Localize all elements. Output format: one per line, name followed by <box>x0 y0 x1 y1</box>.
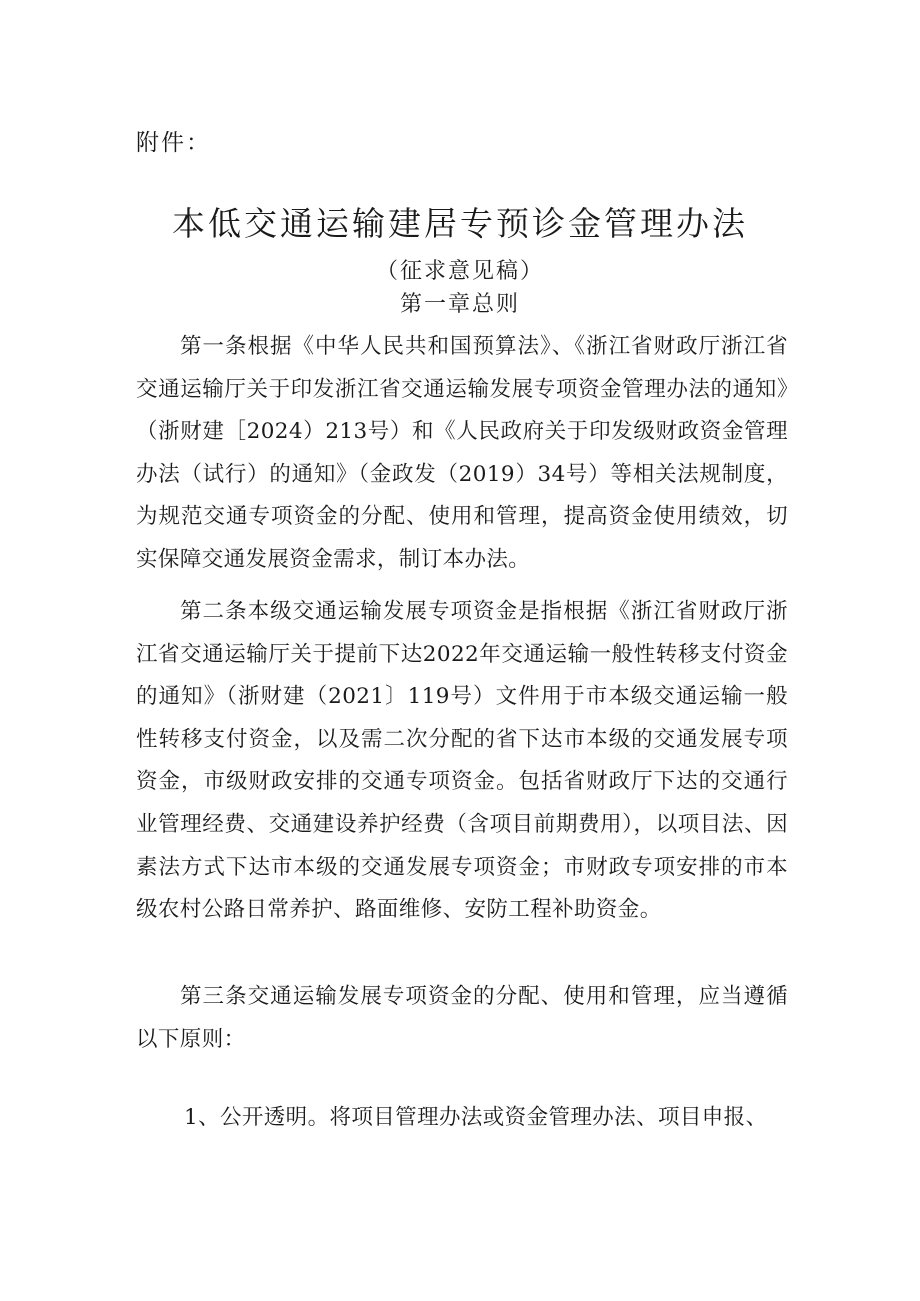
article-1-paragraph: 第一条根据《中华人民共和国预算法》、《浙江省财政厅浙江省交通运输厅关于印发浙江省交通运输发展专项资金管理办法的通知》（浙财建［2024）213号）和《人民政府关于印发级财政资金管理办法（试行）的通知》（金政发（2019）34号）等相关法规制度，为规范交通专项资金的分配、使用和管理，提高资金使用绩效，切实保障交通发展资金需求，制订本办法。 <box>136 334 788 572</box>
article-2-paragraph: 第二条本级交通运输发展专项资金是指根据《浙江省财政厅浙江省交通运输厅关于提前下达2022年交通运输一般性转移支付资金的通知》（浙财建（2021〕119号）文件用于市本级交通运输一般性转移支付资金，以及需二次分配的省下达市本级的交通发展专项资金，市级财政安排的交通专项资金。包括省财政厅下达的交通行业管理经费、交通建设养护经费（含项目前期费用），以项目法、因素法方式下达市本级的交通发展专项资金；市财政专项安排的市本级农村公路日常养护、路面维修、安防工程补助资金。 <box>136 599 788 923</box>
chapter-heading: 第一章总则 <box>399 292 520 317</box>
attachment-label: 附件： <box>136 130 211 156</box>
principle-1-paragraph: 1、公开透明。将项目管理办法或资金管理办法、项目申报、 <box>184 1105 768 1130</box>
document-subtitle: （征求意见稿） <box>375 259 544 284</box>
article-3-paragraph: 第三条交通运输发展专项资金的分配、使用和管理，应当遵循以下原则： <box>136 984 788 1052</box>
document-title: 本低交通运输建居专预诊金管理办法 <box>172 204 748 243</box>
